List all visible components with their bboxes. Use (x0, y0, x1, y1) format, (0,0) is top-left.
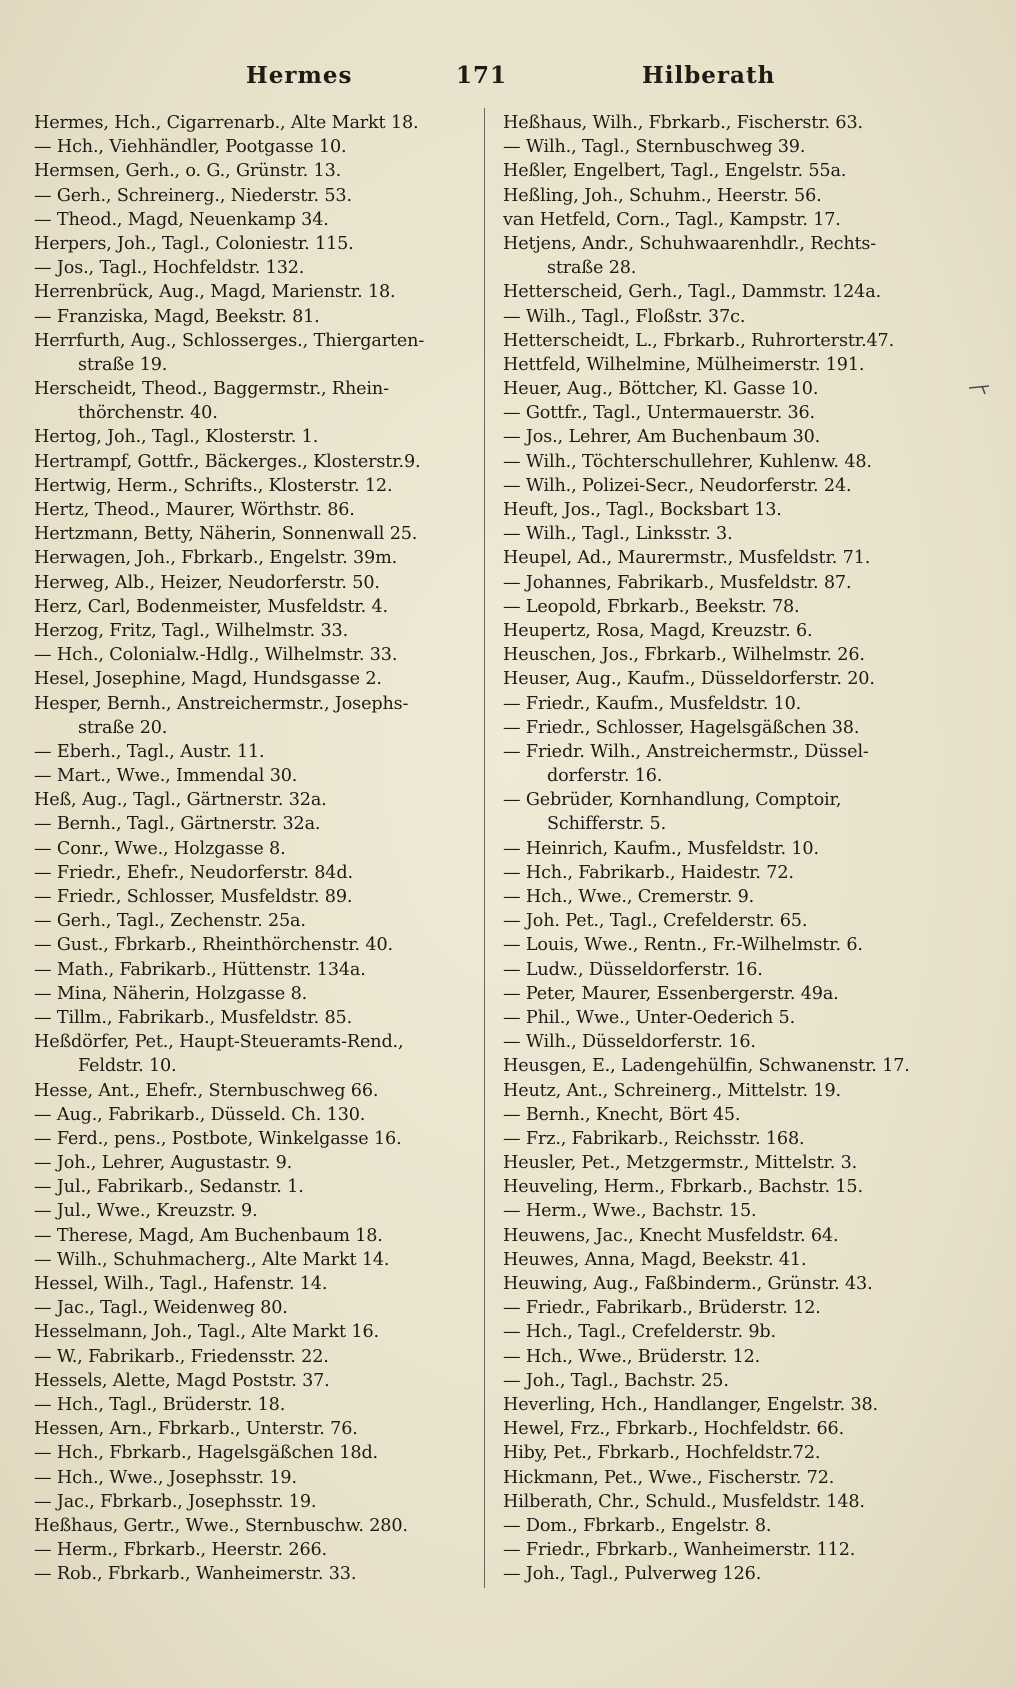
directory-entry: Heusler, Pet., Metzgermstr., Mittelstr. 3. (503, 1153, 858, 1174)
directory-entry: Heuer, Aug., Böttcher, Kl. Gasse 10. (503, 379, 819, 400)
directory-entry: Hertwig, Herm., Schrifts., Klosterstr. 12. (34, 475, 393, 496)
directory-entry: Hertog, Joh., Tagl., Klosterstr. 1. (34, 427, 319, 448)
directory-entry: — Ludw., Düsseldorferstr. 16. (503, 959, 763, 980)
directory-entry: — Friedr., Fabrikarb., Brüderstr. 12. (503, 1298, 821, 1319)
directory-entry: Herz, Carl, Bodenmeister, Musfeldstr. 4. (34, 596, 388, 617)
directory-entry: — Johannes, Fabrikarb., Musfeldstr. 87. (503, 572, 852, 593)
directory-entry: Hesse, Ant., Ehefr., Sternbuschweg 66. (34, 1080, 379, 1101)
directory-entry: — Hch., Wwe., Brüderstr. 12. (503, 1346, 761, 1367)
directory-entry: Hiby, Pet., Fbrkarb., Hochfeldstr.72. (503, 1443, 821, 1464)
directory-entry: Heßhaus, Gertr., Wwe., Sternbuschw. 280. (34, 1515, 408, 1536)
directory-entry: Hetterscheidt, L., Fbrkarb., Ruhrorterstr.47. (503, 330, 895, 351)
directory-entry: — Theod., Magd, Neuenkamp 34. (34, 209, 329, 230)
directory-entry: — Joh. Pet., Tagl., Crefelderstr. 65. (503, 911, 808, 932)
directory-entry: Hesper, Bernh., Anstreichermstr., Josephs- (34, 693, 409, 714)
directory-entry: — Herm., Fbrkarb., Heerstr. 266. (34, 1540, 328, 1561)
directory-entry: Herrenbrück, Aug., Magd, Marienstr. 18. (34, 282, 396, 303)
directory-entry: — Friedr., Schlosser, Hagelsgäßchen 38. (503, 717, 860, 738)
directory-entry: Heßler, Engelbert, Tagl., Engelstr. 55a. (503, 161, 847, 182)
directory-entry: — Heinrich, Kaufm., Musfeldstr. 10. (503, 838, 819, 859)
directory-entry: — Wilh., Schuhmacherg., Alte Markt 14. (34, 1249, 390, 1270)
directory-entry: — Bernh., Knecht, Bört 45. (503, 1104, 741, 1125)
directory-entry: — Gottfr., Tagl., Untermauerstr. 36. (503, 403, 815, 424)
directory-entry: Hesel, Josephine, Magd, Hundsgasse 2. (34, 669, 382, 690)
directory-entry: — Friedr., Kaufm., Musfeldstr. 10. (503, 693, 802, 714)
header-last-name: Hilberath (642, 62, 776, 89)
directory-entry: Heuschen, Jos., Fbrkarb., Wilhelmstr. 26. (503, 645, 865, 666)
directory-entry: Heß, Aug., Tagl., Gärtnerstr. 32a. (34, 790, 327, 811)
directory-entry: Herzog, Fritz, Tagl., Wilhelmstr. 33. (34, 620, 349, 641)
directory-entry: — Dom., Fbrkarb., Engelstr. 8. (503, 1515, 772, 1536)
directory-entry: straße 28. (547, 258, 637, 279)
directory-entry: — Aug., Fabrikarb., Düsseld. Ch. 130. (34, 1104, 366, 1125)
directory-entry: — Hch., Colonialw.-Hdlg., Wilhelmstr. 33. (34, 645, 398, 666)
directory-entry: — Phil., Wwe., Unter-Oederich 5. (503, 1007, 796, 1028)
directory-entry: Hickmann, Pet., Wwe., Fischerstr. 72. (503, 1467, 835, 1488)
directory-entry: Hessels, Alette, Magd Poststr. 37. (34, 1370, 330, 1391)
directory-entry: — Gebrüder, Kornhandlung, Comptoir, (503, 790, 842, 811)
directory-entry: Hertrampf, Gottfr., Bäckerges., Klosterstr.9. (34, 451, 421, 472)
directory-entry: — Tillm., Fabrikarb., Musfeldstr. 85. (34, 1007, 353, 1028)
directory-entry: — Therese, Magd, Am Buchenbaum 18. (34, 1225, 383, 1246)
column-divider (484, 108, 485, 1588)
directory-entry: Herweg, Alb., Heizer, Neudorferstr. 50. (34, 572, 380, 593)
directory-entry: — Herm., Wwe., Bachstr. 15. (503, 1201, 757, 1222)
directory-entry: Heßdörfer, Pet., Haupt-Steueramts-Rend., (34, 1032, 404, 1053)
directory-entry: — Math., Fabrikarb., Hüttenstr. 134a. (34, 959, 366, 980)
directory-entry: Hettfeld, Wilhelmine, Mülheimerstr. 191. (503, 354, 865, 375)
directory-entry: Hetjens, Andr., Schuhwaarenhdlr., Rechts- (503, 233, 877, 254)
left-column (34, 111, 471, 1586)
directory-entry: Hewel, Frz., Fbrkarb., Hochfeldstr. 66. (503, 1419, 845, 1440)
directory-entry: — Gust., Fbrkarb., Rheinthörchenstr. 40. (34, 935, 393, 956)
directory-entry: Hermsen, Gerh., o. G., Grünstr. 13. (34, 161, 342, 182)
directory-entry: — Jul., Wwe., Kreuzstr. 9. (34, 1201, 258, 1222)
directory-entry: — Hch., Fbrkarb., Hagelsgäßchen 18d. (34, 1443, 379, 1464)
directory-entry: — Conr., Wwe., Holzgasse 8. (34, 838, 286, 859)
directory-entry: Heupel, Ad., Maurermstr., Musfeldstr. 71. (503, 548, 871, 569)
directory-entry: — Hch., Wwe., Cremerstr. 9. (503, 887, 755, 907)
directory-entry: — Jac., Tagl., Weidenweg 80. (34, 1298, 288, 1319)
directory-entry: Heuser, Aug., Kaufm., Düsseldorferstr. 20. (503, 669, 875, 690)
directory-entry: Heusgen, E., Ladengehülfin, Schwanenstr. 17. (503, 1056, 910, 1077)
directory-entry: Heuveling, Herm., Fbrkarb., Bachstr. 15. (503, 1177, 863, 1198)
directory-entry: — Hch., Wwe., Josephsstr. 19. (34, 1467, 297, 1488)
directory-entry: — Jos., Tagl., Hochfeldstr. 132. (34, 258, 305, 279)
directory-entry: Heuwes, Anna, Magd, Beekstr. 41. (503, 1249, 807, 1270)
directory-entry: — Wilh., Tagl., Linksstr. 3. (503, 524, 733, 545)
directory-entry: thörchenstr. 40. (78, 403, 218, 424)
directory-entry: Hertzmann, Betty, Näherin, Sonnenwall 25. (34, 524, 418, 545)
directory-entry: van Hetfeld, Corn., Tagl., Kampstr. 17. (503, 209, 841, 230)
directory-entry: Feldstr. 10. (78, 1056, 177, 1077)
directory-entry: — Mart., Wwe., Immendal 30. (34, 766, 298, 787)
directory-entry: — Wilh., Tagl., Floßstr. 37c. (503, 306, 746, 327)
right-column (503, 111, 936, 1586)
directory-entry: — W., Fabrikarb., Friedensstr. 22. (34, 1346, 329, 1367)
directory-entry: Heupertz, Rosa, Magd, Kreuzstr. 6. (503, 620, 813, 641)
directory-entry: straße 20. (78, 717, 168, 738)
directory-entry: — Louis, Wwe., Rentn., Fr.-Wilhelmstr. 6. (503, 935, 863, 956)
directory-entry: — Leopold, Fbrkarb., Beekstr. 78. (503, 596, 800, 617)
directory-entry: Heuwens, Jac., Knecht Musfeldstr. 64. (503, 1225, 839, 1246)
directory-entry: — Wilh., Tagl., Sternbuschweg 39. (503, 137, 806, 158)
directory-entry: Hilberath, Chr., Schuld., Musfeldstr. 148. (503, 1491, 865, 1512)
directory-entry: — Mina, Näherin, Holzgasse 8. (34, 983, 308, 1004)
directory-entry: — Joh., Tagl., Bachstr. 25. (503, 1370, 729, 1391)
directory-entry: — Ferd., pens., Postbote, Winkelgasse 16. (34, 1128, 402, 1149)
directory-entry: — Bernh., Tagl., Gärtnerstr. 32a. (34, 814, 321, 835)
page-number: 171 (456, 62, 508, 89)
directory-entry: — Jos., Lehrer, Am Buchenbaum 30. (503, 427, 821, 448)
directory-entry: Herwagen, Joh., Fbrkarb., Engelstr. 39m. (34, 548, 398, 569)
directory-entry: Hertz, Theod., Maurer, Wörthstr. 86. (34, 500, 355, 520)
directory-entry: Heßhaus, Wilh., Fbrkarb., Fischerstr. 63. (503, 113, 863, 133)
directory-entry: — Wilh., Töchterschullehrer, Kuhlenw. 48. (503, 451, 872, 472)
pencil-mark-icon (968, 382, 990, 396)
directory-entry: Heuwing, Aug., Faßbinderm., Grünstr. 43. (503, 1274, 873, 1294)
directory-entry: Hessen, Arn., Fbrkarb., Unterstr. 76. (34, 1419, 358, 1440)
directory-entry: — Wilh., Düsseldorferstr. 16. (503, 1032, 756, 1053)
directory-entry: Hetterscheid, Gerh., Tagl., Dammstr. 124a. (503, 282, 882, 303)
directory-entry: — Eberh., Tagl., Austr. 11. (34, 741, 265, 762)
directory-entry: — Friedr., Ehefr., Neudorferstr. 84d. (34, 862, 353, 883)
directory-entry: Heßling, Joh., Schuhm., Heerstr. 56. (503, 185, 822, 206)
directory-entry: — Hch., Tagl., Brüderstr. 18. (34, 1394, 286, 1415)
directory-entry: — Gerh., Schreinerg., Niederstr. 53. (34, 185, 352, 206)
directory-entry: — Peter, Maurer, Essenbergerstr. 49a. (503, 983, 839, 1004)
directory-entry: Heverling, Hch., Handlanger, Engelstr. 38. (503, 1394, 878, 1415)
directory-entry: — Hch., Fabrikarb., Haidestr. 72. (503, 862, 794, 883)
directory-entry: dorferstr. 16. (547, 766, 663, 787)
page-header (34, 62, 924, 102)
directory-entry: Heuft, Jos., Tagl., Bocksbart 13. (503, 500, 782, 520)
directory-entry: Herpers, Joh., Tagl., Coloniestr. 115. (34, 233, 354, 254)
directory-entry: — Franziska, Magd, Beekstr. 81. (34, 306, 320, 327)
directory-entry: Schifferstr. 5. (547, 814, 667, 835)
directory-entry: — Gerh., Tagl., Zechenstr. 25a. (34, 911, 306, 932)
directory-entry: Heutz, Ant., Schreinerg., Mittelstr. 19. (503, 1080, 841, 1101)
directory-entry: Herscheidt, Theod., Baggermstr., Rhein- (34, 379, 389, 400)
directory-entry: — Hch., Tagl., Crefelderstr. 9b. (503, 1322, 776, 1343)
directory-entry: — Jul., Fabrikarb., Sedanstr. 1. (34, 1177, 304, 1198)
directory-entry: — Friedr., Fbrkarb., Wanheimerstr. 112. (503, 1540, 856, 1561)
header-first-name: Hermes (246, 62, 353, 89)
directory-entry: — Joh., Tagl., Pulverweg 126. (503, 1564, 762, 1585)
directory-entry: Hermes, Hch., Cigarrenarb., Alte Markt 18. (34, 113, 419, 133)
directory-entry: — Hch., Viehhändler, Pootgasse 10. (34, 137, 347, 158)
directory-entry: Hesselmann, Joh., Tagl., Alte Markt 16. (34, 1322, 379, 1343)
directory-entry: — Jac., Fbrkarb., Josephsstr. 19. (34, 1491, 317, 1512)
directory-entry: — Friedr., Schlosser, Musfeldstr. 89. (34, 887, 353, 907)
directory-entry: Hessel, Wilh., Tagl., Hafenstr. 14. (34, 1274, 328, 1294)
directory-entry: — Rob., Fbrkarb., Wanheimerstr. 33. (34, 1564, 357, 1585)
directory-entry: straße 19. (78, 354, 168, 375)
directory-entry: — Wilh., Polizei-Secr., Neudorferstr. 24. (503, 475, 852, 496)
directory-entry: — Frz., Fabrikarb., Reichsstr. 168. (503, 1128, 805, 1149)
directory-entry: Herrfurth, Aug., Schlosserges., Thiergarten- (34, 330, 425, 351)
directory-entry: — Friedr. Wilh., Anstreichermstr., Düssel- (503, 741, 869, 762)
directory-entry: — Joh., Lehrer, Augustastr. 9. (34, 1153, 293, 1174)
